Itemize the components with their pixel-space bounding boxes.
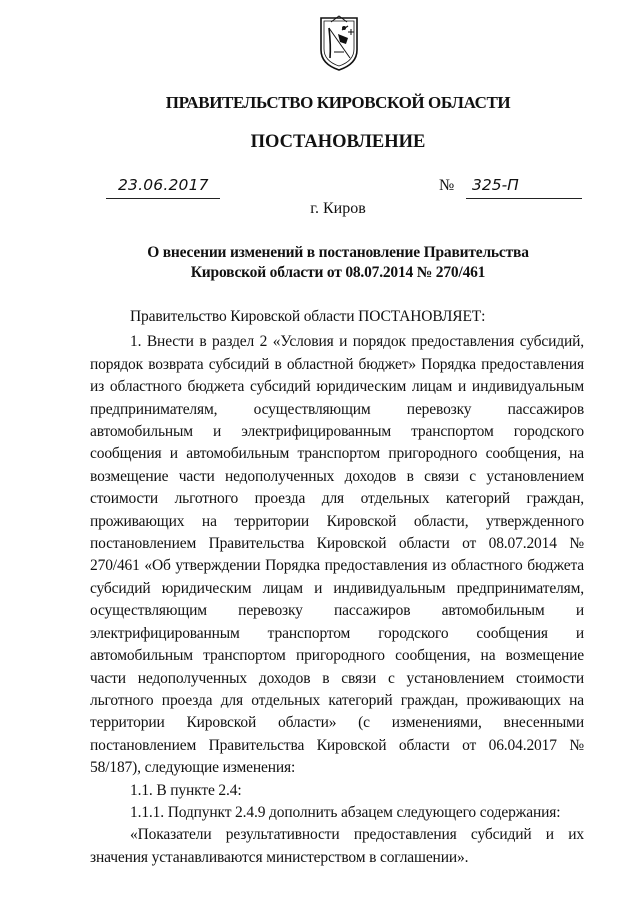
kirov-region-coat-of-arms-icon	[318, 14, 360, 72]
body-paragraph-2: 1.1. В пункте 2.4:	[130, 781, 242, 799]
document-number: 325-П	[472, 176, 519, 194]
subject-line-2: Кировской области от 08.07.2014 № 270/461	[190, 264, 486, 281]
body-intro: Правительство Кировской области ПОСТАНОВЛЯЕТ:	[130, 308, 486, 325]
body-paragraph-1: 1. Внести в раздел 2 «Условия и порядок предоставления субсидий, порядок возврата субсидий в областной бюджет» Порядка предоставления из областного бюджета субсидий юридическим лицам и индивидуальным предпринимателям, осуществляющим перевозку пассажиров автомобильным и электрифицированным транспортом городского сообщения и автомобильным транспортом пригородного сообщения, на возмещение части недополученных доходов в связи с установлением стоимости льготного проезда для отдельных категорий граждан, проживающих на территории Кировской области, утвержденного постановлением Правительства Кировской области от 08.07.2014 № 270/461 «Об утверждении Порядка предоставления из областного бюджета субсидий юридическим лицам и индивидуальным предпринимателям, осуществляющим перевозку пассажиров автомобильным и электрифицированным транспортом городского сообщения и автомобильным транспортом пригородного сообщения, на возмещение части недополученных доходов в связи с установлением стоимости льготного проезда для отдельных категорий граждан, проживающих на территории Кировской области» (с изменениями, внесенными постановлением Правительства Кировской области от 06.04.2017 № 58/187), следующие изменения:	[90, 333, 584, 777]
body-paragraph-4: «Показатели результативности предоставления субсидий и их значения устанавливаются министерством в соглашении».	[90, 826, 584, 866]
body-paragraph-3: 1.1.1. Подпункт 2.4.9 дополнить абзацем следующего содержания:	[130, 803, 561, 821]
document-date: 23.06.2017	[118, 176, 209, 194]
document-type: ПОСТАНОВЛЕНИЕ	[250, 132, 426, 152]
number-sign: №	[439, 177, 455, 194]
subject-line-1: О внесении изменений в постановление Правительства	[147, 244, 529, 261]
document-subject	[0, 243, 640, 283]
government-title: ПРАВИТЕЛЬСТВО КИРОВСКОЙ ОБЛАСТИ	[165, 93, 511, 112]
date-field	[106, 176, 220, 199]
number-underline	[466, 176, 582, 199]
document-body	[90, 306, 584, 869]
city: г. Киров	[310, 200, 366, 217]
